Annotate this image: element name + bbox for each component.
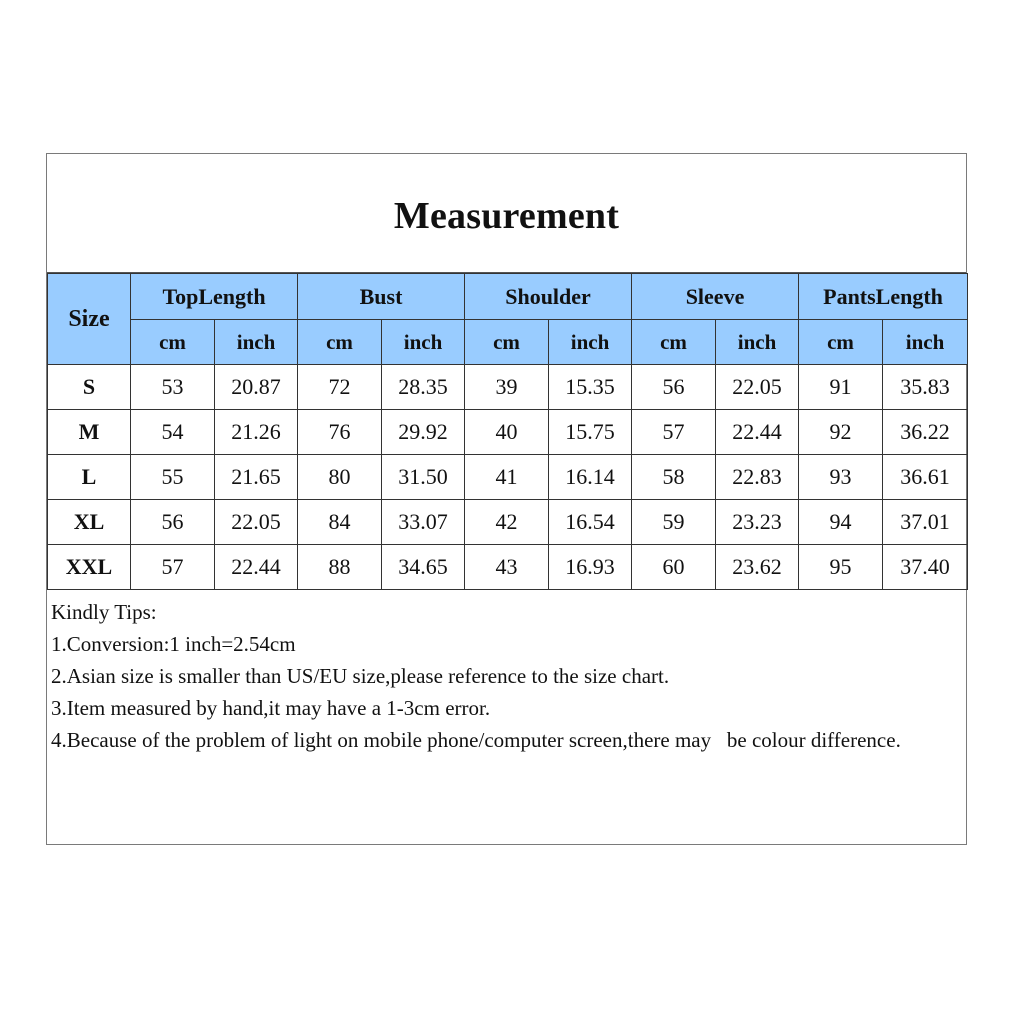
table-cell: 29.92 (382, 410, 465, 455)
table-cell: 53 (131, 365, 215, 410)
table-cell: 59 (632, 500, 716, 545)
table-cell: 91 (799, 365, 883, 410)
table-cell: 16.54 (549, 500, 632, 545)
group-header-pantslength: PantsLength (799, 274, 968, 320)
table-cell: 84 (298, 500, 382, 545)
table-cell: 20.87 (215, 365, 298, 410)
table-cell: 16.93 (549, 545, 632, 590)
table-cell: 21.65 (215, 455, 298, 500)
unit-inch: inch (382, 320, 465, 365)
table-cell: 15.35 (549, 365, 632, 410)
table-row (48, 545, 968, 590)
tip-line: 1.Conversion:1 inch=2.54cm (51, 632, 296, 656)
table-cell: 36.61 (883, 455, 968, 500)
table-cell: 42 (465, 500, 549, 545)
tips-heading: Kindly Tips: (51, 600, 157, 624)
table-cell: 54 (131, 410, 215, 455)
table-cell: 41 (465, 455, 549, 500)
table-cell: 93 (799, 455, 883, 500)
title-box (47, 154, 966, 273)
table-cell: 21.26 (215, 410, 298, 455)
table-cell: 15.75 (549, 410, 632, 455)
group-header-row (48, 274, 968, 320)
table-cell: 22.83 (716, 455, 799, 500)
group-header-bust: Bust (298, 274, 465, 320)
measurement-sheet (46, 153, 967, 845)
table-cell: 23.23 (716, 500, 799, 545)
table-cell: 39 (465, 365, 549, 410)
unit-inch: inch (716, 320, 799, 365)
unit-cm: cm (465, 320, 549, 365)
table-cell: 94 (799, 500, 883, 545)
size-column-header: Size (48, 274, 131, 365)
group-header-sleeve: Sleeve (632, 274, 799, 320)
table-row (48, 455, 968, 500)
table-cell: 56 (632, 365, 716, 410)
unit-header-row (48, 320, 968, 365)
unit-cm: cm (298, 320, 382, 365)
unit-cm: cm (799, 320, 883, 365)
size-cell: L (48, 455, 131, 500)
table-cell: 43 (465, 545, 549, 590)
size-cell: XL (48, 500, 131, 545)
unit-cm: cm (131, 320, 215, 365)
page-title: Measurement (393, 195, 620, 237)
table-cell: 57 (632, 410, 716, 455)
table-cell: 57 (131, 545, 215, 590)
table-cell: 37.01 (883, 500, 968, 545)
size-cell: M (48, 410, 131, 455)
size-cell: XXL (48, 545, 131, 590)
kindly-tips (47, 590, 966, 756)
table-cell: 34.65 (382, 545, 465, 590)
table-cell: 37.40 (883, 545, 968, 590)
tip-line: 2.Asian size is smaller than US/EU size,please reference to the size chart. (51, 664, 670, 688)
table-cell: 60 (632, 545, 716, 590)
table-cell: 33.07 (382, 500, 465, 545)
size-table (47, 273, 968, 590)
table-row (48, 500, 968, 545)
size-cell: S (48, 365, 131, 410)
group-header-shoulder: Shoulder (465, 274, 632, 320)
table-cell: 23.62 (716, 545, 799, 590)
table-cell: 22.44 (716, 410, 799, 455)
table-cell: 58 (632, 455, 716, 500)
unit-cm: cm (632, 320, 716, 365)
unit-inch: inch (549, 320, 632, 365)
table-cell: 36.22 (883, 410, 968, 455)
tip-line: 4.Because of the problem of light on mobile phone/computer screen,there may be colour difference. (51, 728, 901, 752)
table-cell: 56 (131, 500, 215, 545)
table-cell: 31.50 (382, 455, 465, 500)
unit-inch: inch (215, 320, 298, 365)
table-cell: 80 (298, 455, 382, 500)
table-cell: 22.05 (215, 500, 298, 545)
group-header-toplength: TopLength (131, 274, 298, 320)
table-cell: 72 (298, 365, 382, 410)
table-row (48, 365, 968, 410)
table-cell: 35.83 (883, 365, 968, 410)
unit-inch: inch (883, 320, 968, 365)
table-cell: 16.14 (549, 455, 632, 500)
table-cell: 95 (799, 545, 883, 590)
table-row (48, 410, 968, 455)
table-cell: 22.05 (716, 365, 799, 410)
table-cell: 88 (298, 545, 382, 590)
table-cell: 40 (465, 410, 549, 455)
table-cell: 92 (799, 410, 883, 455)
table-cell: 55 (131, 455, 215, 500)
table-cell: 76 (298, 410, 382, 455)
table-cell: 28.35 (382, 365, 465, 410)
table-cell: 22.44 (215, 545, 298, 590)
tip-line: 3.Item measured by hand,it may have a 1-3cm error. (51, 696, 491, 720)
